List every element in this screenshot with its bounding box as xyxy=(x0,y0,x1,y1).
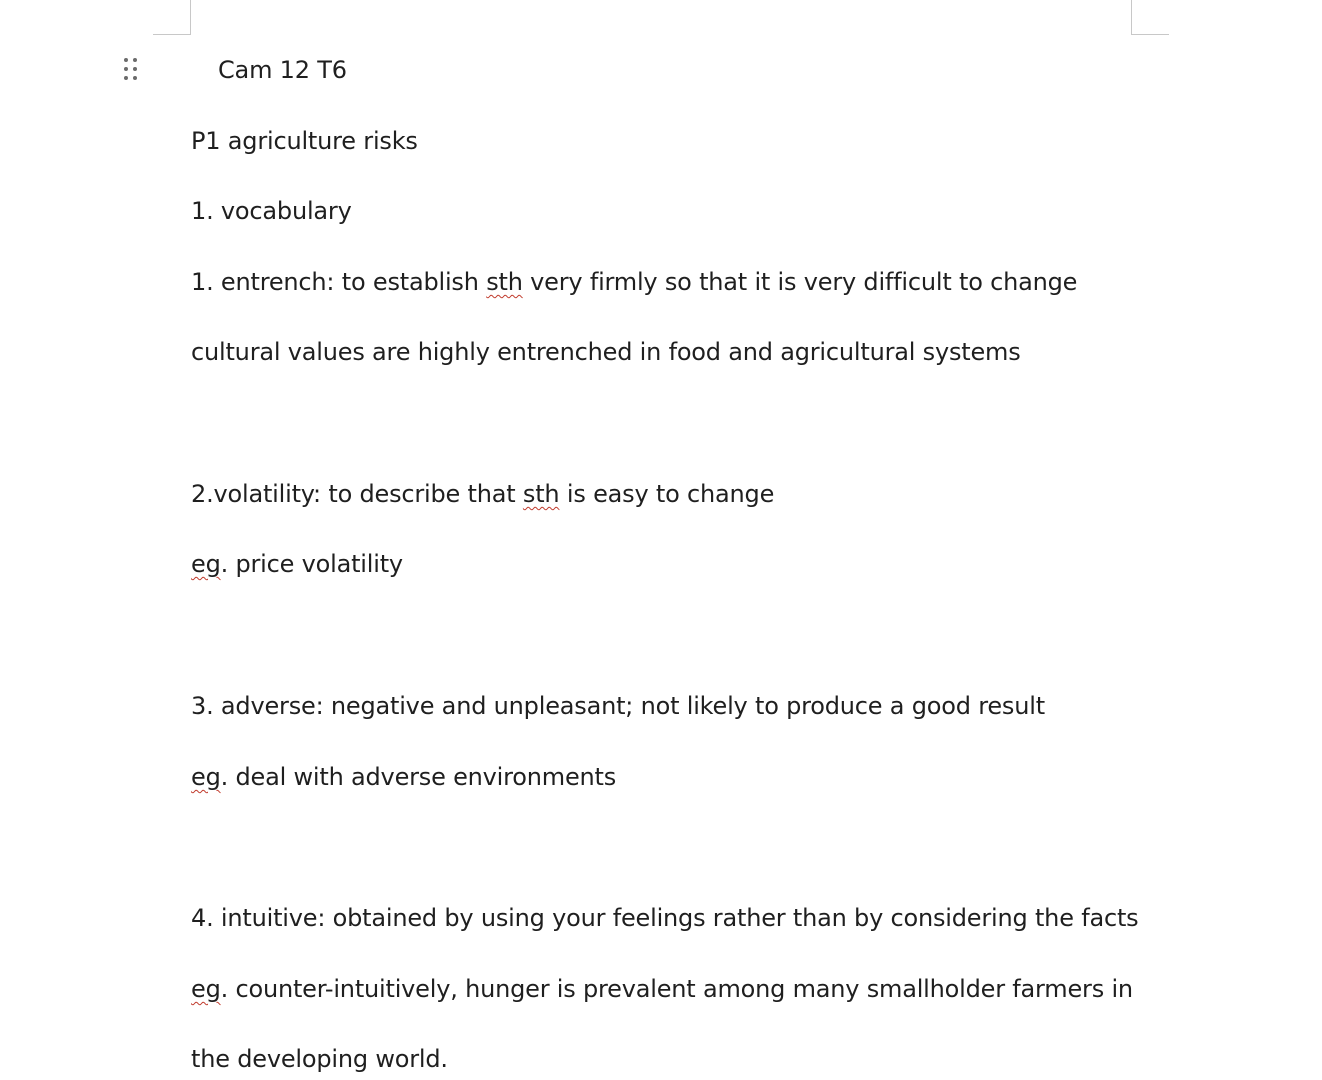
entry-4-example[interactable]: eg. counter-intuitively, hunger is prevalent among many smallholder farmers in xyxy=(191,975,1133,1003)
page-corner-marker-right xyxy=(1131,0,1169,35)
section-label[interactable]: 1. vocabulary xyxy=(191,197,352,225)
entry-1-definition[interactable]: 1. entrench: to establish sth very firmly so that it is very difficult to change xyxy=(191,268,1078,296)
document-heading[interactable]: P1 agriculture risks xyxy=(191,127,418,155)
entry-1-example[interactable]: cultural values are highly entrenched in food and agricultural systems xyxy=(191,338,1021,366)
page-corner-marker-left xyxy=(153,0,191,35)
document-title[interactable]: Cam 12 T6 xyxy=(218,56,347,84)
spellcheck-flag: eg xyxy=(191,763,221,791)
spellcheck-flag: eg xyxy=(191,550,221,578)
entry-2-definition[interactable]: 2.volatility: to describe that sth is easy to change xyxy=(191,480,775,508)
entry-4-example-continued[interactable]: the developing world. xyxy=(191,1045,448,1073)
entry-4-definition[interactable]: 4. intuitive: obtained by using your feelings rather than by considering the facts xyxy=(191,904,1139,932)
spellcheck-flag: sth xyxy=(486,268,523,296)
spellcheck-flag: eg xyxy=(191,975,221,1003)
entry-2-example[interactable]: eg. price volatility xyxy=(191,550,403,578)
drag-handle-icon[interactable] xyxy=(123,57,139,81)
entry-3-example[interactable]: eg. deal with adverse environments xyxy=(191,763,617,791)
entry-3-definition[interactable]: 3. adverse: negative and unpleasant; not likely to produce a good result xyxy=(191,692,1045,720)
spellcheck-flag: sth xyxy=(522,480,560,508)
